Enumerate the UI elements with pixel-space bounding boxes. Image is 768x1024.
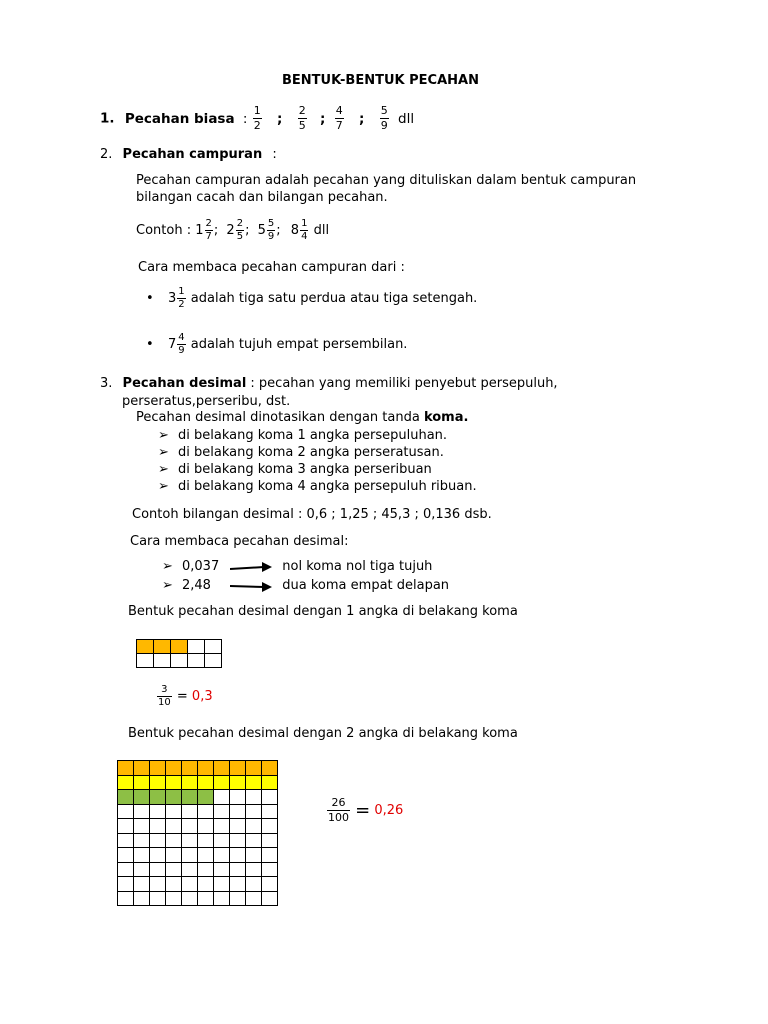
- fraction-2-5: $\frac{2}{5}$: [298, 104, 306, 132]
- grid-cell: [166, 790, 182, 805]
- grid-cell: [198, 862, 214, 877]
- list-item: • 3 $\frac{1}{2}$ adalah tiga satu perdua atau tiga setengah.: [146, 286, 478, 310]
- grid-cell: [150, 819, 166, 834]
- grid-cell: [188, 640, 205, 654]
- grid-cell: [182, 775, 198, 790]
- grid-cell: [166, 775, 182, 790]
- grid-cell: [214, 877, 230, 892]
- grid-cell: [137, 654, 154, 668]
- grid-cell: [134, 819, 150, 834]
- grid-cell: [230, 790, 246, 805]
- grid-cell: [262, 761, 278, 776]
- decimal-value: 0,26: [374, 803, 404, 818]
- grid-cell: [214, 790, 230, 805]
- separator: ;: [359, 110, 365, 127]
- grid-cell: [262, 877, 278, 892]
- section-3-heading: [100, 376, 558, 391]
- grid-cell: [182, 848, 198, 863]
- arrowhead-icon: ➢: [158, 428, 169, 443]
- grid-cell: [182, 891, 198, 906]
- grid-cell: [150, 891, 166, 906]
- fraction-4-7: $\frac{4}{7}$: [335, 104, 343, 132]
- grid-cell: [230, 804, 246, 819]
- grid-cell: [182, 877, 198, 892]
- grid-cell: [246, 790, 262, 805]
- grid-cell: [246, 833, 262, 848]
- grid-cell: [118, 833, 134, 848]
- grid-cell: [182, 761, 198, 776]
- grid-cell: [134, 877, 150, 892]
- grid-cell: [246, 862, 262, 877]
- grid-cell: [134, 833, 150, 848]
- section-3-desc: : pecahan yang memiliki penyebut persepuluh,: [246, 376, 558, 391]
- grid-cell: [134, 790, 150, 805]
- grid-cell: [118, 804, 134, 819]
- grid-cell: [118, 848, 134, 863]
- grid-cell: [214, 761, 230, 776]
- grid-cell: [262, 833, 278, 848]
- examples-suffix: dll: [313, 223, 330, 238]
- bentuk-2-caption: Bentuk pecahan desimal dengan 2 angka di belakang koma: [128, 726, 518, 741]
- grid-cell: [214, 862, 230, 877]
- grid-cell: [262, 891, 278, 906]
- cara-membaca-campuran: Cara membaca pecahan campuran dari :: [138, 260, 405, 275]
- grid-cell: [134, 761, 150, 776]
- arrowhead-icon: ➢: [158, 479, 169, 494]
- grid-cell: [262, 819, 278, 834]
- grid-cell: [246, 848, 262, 863]
- grid-cell: [134, 804, 150, 819]
- mixed-5-5-9: 5 $\frac{5}{9}$: [257, 218, 275, 242]
- grid-cell: [205, 654, 222, 668]
- grid-cell: [166, 848, 182, 863]
- section-1-label: Pecahan biasa: [124, 110, 235, 127]
- grid-cell: [150, 862, 166, 877]
- grid-cell: [198, 819, 214, 834]
- grid-cell: [118, 790, 134, 805]
- grid-cell: [246, 761, 262, 776]
- grid-cell: [137, 640, 154, 654]
- grid-cell: [230, 862, 246, 877]
- list-item: ➢ di belakang koma 2 angka perseratusan.: [158, 445, 444, 460]
- grid-cell: [198, 877, 214, 892]
- separator: ;: [320, 110, 326, 127]
- section-3-label: Pecahan desimal: [122, 376, 247, 391]
- grid-cell: [134, 891, 150, 906]
- right-arrow-icon: [230, 580, 272, 592]
- contoh-desimal: Contoh bilangan desimal : 0,6 ; 1,25 ; 45,3 ; 0,136 dsb.: [132, 507, 492, 522]
- mixed-examples: Contoh : 1 $\frac{2}{7}$ ; 2 $\frac{2}{5}$ ; 5 $\frac{5}{9}$ ; 8 $\frac{1}{4}$ dll: [136, 218, 330, 242]
- section-1: [100, 104, 414, 133]
- grid-cell: [246, 877, 262, 892]
- grid-cell: [118, 891, 134, 906]
- grid-cell: [246, 775, 262, 790]
- equation-3-10: $\frac{3}{10}$ = 0,3: [158, 684, 213, 708]
- section-2-desc-1: Pecahan campuran adalah pecahan yang dituliskan dalam bentuk campuran: [136, 173, 637, 188]
- grid-cell: [166, 761, 182, 776]
- grid-cell: [262, 804, 278, 819]
- grid-cell: [246, 804, 262, 819]
- grid-cell: [166, 804, 182, 819]
- grid-cell: [134, 775, 150, 790]
- bullet-icon: •: [146, 291, 154, 306]
- section-2-colon: :: [272, 147, 277, 162]
- mixed-2-2-5: 2 $\frac{2}{5}$: [226, 218, 244, 242]
- grid-cell: [182, 833, 198, 848]
- grid-cell: [230, 761, 246, 776]
- section-2-number: 2.: [100, 147, 113, 162]
- bentuk-1-caption: Bentuk pecahan desimal dengan 1 angka di belakang koma: [128, 604, 518, 619]
- section-1-colon: :: [242, 110, 248, 127]
- grid-cell: [150, 775, 166, 790]
- arrowhead-icon: ➢: [158, 462, 169, 477]
- section-2-label: Pecahan campuran: [122, 147, 263, 162]
- grid-cell: [198, 833, 214, 848]
- grid-cell: [230, 775, 246, 790]
- fraction-3-10: $\frac{3}{10}$: [158, 684, 171, 708]
- list-item: ➢ 0,037 nol koma nol tiga tujuh: [162, 559, 433, 574]
- arrowhead-icon: ➢: [162, 578, 173, 593]
- grid-cell: [214, 819, 230, 834]
- decimal-value: 0,3: [191, 689, 213, 704]
- section-3-desc-2: perseratus,perseribu, dst.: [122, 394, 291, 409]
- grid-cell: [198, 790, 214, 805]
- grid-cell: [262, 862, 278, 877]
- grid-cell: [166, 877, 182, 892]
- grid-cell: [150, 761, 166, 776]
- grid-cell: [134, 848, 150, 863]
- grid-cell: [182, 790, 198, 805]
- grid-cell: [214, 804, 230, 819]
- grid-cell: [214, 775, 230, 790]
- grid-cell: [118, 775, 134, 790]
- grid-cell: [154, 640, 171, 654]
- list-item: ➢ di belakang koma 3 angka perseribuan: [158, 462, 432, 477]
- grid-cell: [262, 775, 278, 790]
- grid-cell: [182, 804, 198, 819]
- section-2-heading: [100, 147, 277, 162]
- mixed-1-2-7: 1 $\frac{2}{7}$: [195, 218, 212, 242]
- grid-cell: [150, 833, 166, 848]
- grid-cell: [230, 833, 246, 848]
- grid-cell: [198, 891, 214, 906]
- bullet-icon: •: [146, 337, 154, 352]
- section-1-suffix: dll: [398, 110, 415, 127]
- grid-cell: [118, 877, 134, 892]
- grid-cell: [198, 848, 214, 863]
- grid-cell: [214, 848, 230, 863]
- grid-cell: [150, 790, 166, 805]
- arrowhead-icon: ➢: [162, 559, 173, 574]
- page-title: BENTUK-BENTUK PECAHAN: [282, 73, 479, 88]
- grid-cell: [118, 862, 134, 877]
- grid-cell: [171, 640, 188, 654]
- grid-cell: [166, 819, 182, 834]
- grid-cell: [118, 819, 134, 834]
- grid-cell: [230, 819, 246, 834]
- grid-cell: [262, 848, 278, 863]
- grid-cell: [182, 819, 198, 834]
- grid-cell: [198, 761, 214, 776]
- grid-cell: [166, 862, 182, 877]
- grid-cell: [188, 654, 205, 668]
- list-item: • 7 $\frac{4}{9}$ adalah tujuh empat persembilan.: [146, 332, 408, 356]
- mixed-8-1-4: 8 $\frac{1}{4}$: [290, 218, 308, 242]
- section-2-desc-2: bilangan cacah dan bilangan pecahan.: [136, 190, 388, 205]
- list-item: ➢ di belakang koma 4 angka persepuluh ribuan.: [158, 479, 477, 494]
- grid-cell: [214, 891, 230, 906]
- grid-cell: [166, 833, 182, 848]
- grid-cell: [246, 891, 262, 906]
- grid-cell: [230, 848, 246, 863]
- grid-cell: [230, 877, 246, 892]
- equation-26-100: $\frac{26}{100}$ = 0,26: [328, 796, 404, 824]
- list-item: ➢ di belakang koma 1 angka persepuluhan.: [158, 428, 448, 443]
- grid-cell: [154, 654, 171, 668]
- grid-cell: [134, 862, 150, 877]
- grid-cell: [118, 761, 134, 776]
- fraction-1-2: $\frac{1}{2}$: [253, 104, 261, 132]
- right-arrow-icon: [230, 561, 272, 573]
- grid-cell: [198, 804, 214, 819]
- fraction-26-100: $\frac{26}{100}$: [328, 796, 349, 824]
- grid-cell: [150, 877, 166, 892]
- separator: ;: [277, 110, 283, 127]
- grid-cell: [150, 804, 166, 819]
- grid-cell: [171, 654, 188, 668]
- decimal-grid-hundredths: [117, 760, 278, 906]
- list-item: ➢ 2,48 dua koma empat delapan: [162, 578, 450, 593]
- decimal-grid-tenths: [136, 639, 222, 668]
- contoh-label: Contoh :: [136, 223, 192, 238]
- grid-cell: [166, 891, 182, 906]
- notasi-line: Pecahan desimal dinotasikan dengan tanda koma.: [136, 410, 469, 425]
- fraction-5-9: $\frac{5}{9}$: [380, 104, 388, 132]
- grid-cell: [150, 848, 166, 863]
- grid-cell: [205, 640, 222, 654]
- grid-cell: [230, 891, 246, 906]
- section-1-number: 1.: [100, 110, 115, 127]
- grid-cell: [246, 819, 262, 834]
- grid-cell: [182, 862, 198, 877]
- section-3-number: 3.: [100, 376, 113, 391]
- grid-cell: [262, 790, 278, 805]
- cara-membaca-desimal: Cara membaca pecahan desimal:: [130, 534, 349, 549]
- grid-cell: [214, 833, 230, 848]
- grid-cell: [198, 775, 214, 790]
- arrowhead-icon: ➢: [158, 445, 169, 460]
